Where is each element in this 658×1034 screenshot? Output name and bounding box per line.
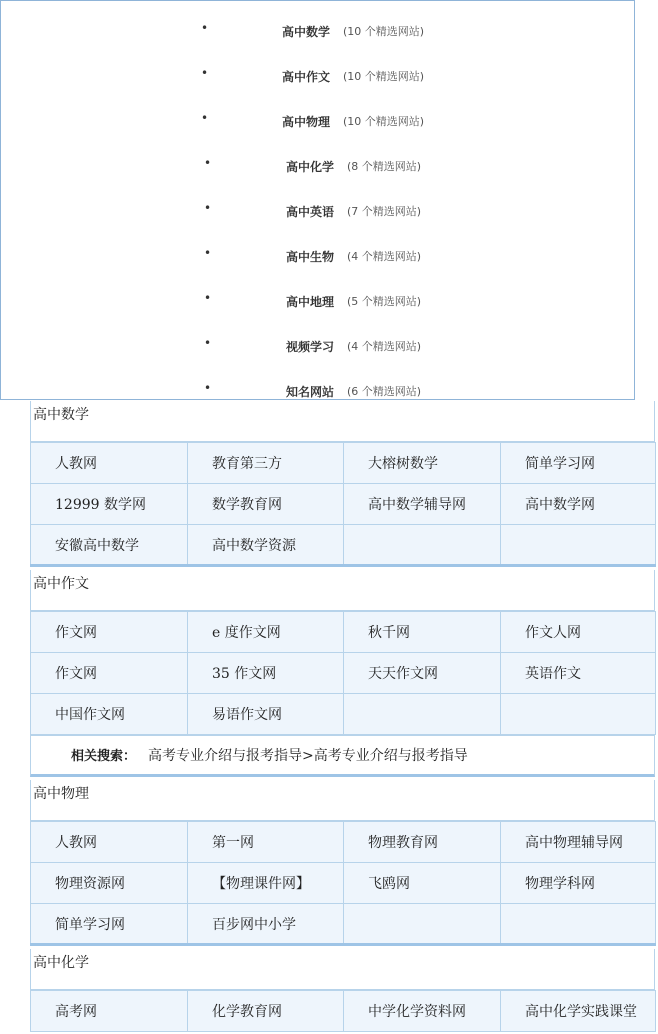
category-item[interactable] [201, 336, 501, 356]
site-link[interactable]: 天天作文网 [344, 653, 501, 694]
category-count: (10 个精选网站) [343, 70, 425, 83]
site-link[interactable]: 简单学习网 [501, 443, 656, 484]
category-count: (10 个精选网站) [343, 25, 425, 38]
category-count: (7 个精选网站) [347, 205, 422, 218]
table-row [31, 653, 656, 694]
link-table [30, 611, 656, 735]
site-link[interactable]: 35 作文网 [188, 653, 344, 694]
category-item[interactable] [201, 291, 501, 311]
table-row [31, 904, 656, 945]
bullet-icon: • [201, 66, 209, 80]
empty-cell [344, 694, 501, 735]
category-name[interactable]: 高中生物 [286, 250, 335, 264]
table-row [31, 443, 656, 484]
site-link[interactable]: 【物理课件网】 [188, 863, 344, 904]
category-count: (10 个精选网站) [343, 115, 425, 128]
category-name[interactable]: 视频学习 [286, 340, 335, 354]
site-link[interactable]: 高中数学辅导网 [344, 484, 501, 525]
site-link[interactable]: 高中化学实践课堂 [501, 991, 656, 1032]
site-link[interactable]: 中国作文网 [31, 694, 188, 735]
site-link[interactable]: 化学教育网 [188, 991, 344, 1032]
site-link[interactable]: 百步网中小学 [188, 904, 344, 945]
bullet-icon: • [204, 201, 212, 215]
bullet-icon: • [201, 21, 209, 35]
site-link[interactable]: 教育第三方 [188, 443, 344, 484]
category-count: (4 个精选网站) [347, 340, 422, 353]
empty-cell [344, 904, 501, 945]
site-link[interactable]: 易语作文网 [188, 694, 344, 735]
bullet-icon: • [204, 246, 212, 260]
site-link[interactable]: 简单学习网 [31, 904, 188, 945]
table-row [31, 822, 656, 863]
site-link[interactable]: 作文网 [31, 653, 188, 694]
table-row [31, 525, 656, 566]
site-link[interactable]: 高中数学网 [501, 484, 656, 525]
category-item[interactable] [201, 111, 501, 131]
category-item[interactable] [201, 246, 501, 266]
section-title: 高中物理 [30, 780, 655, 821]
bullet-icon: • [201, 111, 209, 125]
site-link[interactable]: 人教网 [31, 443, 188, 484]
category-name[interactable]: 高中地理 [286, 295, 335, 309]
category-count: (5 个精选网站) [347, 295, 422, 308]
empty-cell [501, 525, 656, 566]
bullet-icon: • [204, 381, 212, 395]
link-table [30, 821, 656, 946]
site-link[interactable]: 秋千网 [344, 612, 501, 653]
table-row [31, 484, 656, 525]
empty-cell [501, 694, 656, 735]
table-row [31, 694, 656, 735]
site-link[interactable]: e 度作文网 [188, 612, 344, 653]
section-physics [30, 780, 655, 946]
category-name[interactable]: 高中英语 [286, 205, 335, 219]
section-composition [30, 570, 655, 777]
category-name[interactable]: 知名网站 [286, 385, 335, 399]
related-search-label: 相关搜索： [71, 749, 137, 764]
site-link[interactable]: 12999 数学网 [31, 484, 188, 525]
site-link[interactable]: 作文人网 [501, 612, 656, 653]
category-item[interactable] [201, 201, 501, 221]
site-link[interactable]: 高考网 [31, 991, 188, 1032]
site-link[interactable]: 第一网 [188, 822, 344, 863]
section-math [30, 401, 655, 567]
site-link[interactable]: 中学化学资料网 [344, 991, 501, 1032]
category-name[interactable]: 高中化学 [286, 160, 335, 174]
category-name[interactable]: 高中作文 [282, 70, 331, 84]
category-item[interactable] [201, 156, 501, 176]
section-chemistry [30, 949, 655, 1032]
section-title: 高中数学 [30, 401, 655, 442]
link-table [30, 990, 656, 1032]
category-list-panel [0, 0, 635, 400]
site-link[interactable]: 作文网 [31, 612, 188, 653]
table-row [31, 612, 656, 653]
empty-cell [501, 904, 656, 945]
empty-cell [344, 525, 501, 566]
category-item[interactable] [201, 21, 501, 41]
site-link[interactable]: 大榕树数学 [344, 443, 501, 484]
site-link[interactable]: 物理学科网 [501, 863, 656, 904]
site-link[interactable]: 高中数学资源 [188, 525, 344, 566]
bullet-icon: • [204, 336, 212, 350]
category-name[interactable]: 高中物理 [282, 115, 331, 129]
category-name[interactable]: 高中数学 [282, 25, 331, 39]
bullet-icon: • [204, 156, 212, 170]
site-link[interactable]: 物理教育网 [344, 822, 501, 863]
section-title: 高中化学 [30, 949, 655, 990]
table-row [31, 863, 656, 904]
category-item[interactable] [201, 66, 501, 86]
site-link[interactable]: 人教网 [31, 822, 188, 863]
site-link[interactable]: 高中物理辅导网 [501, 822, 656, 863]
category-item[interactable] [201, 381, 501, 401]
site-link[interactable]: 物理资源网 [31, 863, 188, 904]
related-search [30, 735, 655, 777]
related-search-link[interactable]: 高考专业介绍与报考指导>高考专业介绍与报考指导 [148, 748, 468, 764]
category-count: (8 个精选网站) [347, 160, 422, 173]
link-table [30, 442, 656, 567]
site-link[interactable]: 安徽高中数学 [31, 525, 188, 566]
site-link[interactable]: 英语作文 [501, 653, 656, 694]
category-count: (4 个精选网站) [347, 250, 422, 263]
site-link[interactable]: 数学教育网 [188, 484, 344, 525]
section-title: 高中作文 [30, 570, 655, 611]
table-row [31, 991, 656, 1032]
category-count: (6 个精选网站) [347, 385, 422, 398]
bullet-icon: • [204, 291, 212, 305]
site-link[interactable]: 飞鸥网 [344, 863, 501, 904]
